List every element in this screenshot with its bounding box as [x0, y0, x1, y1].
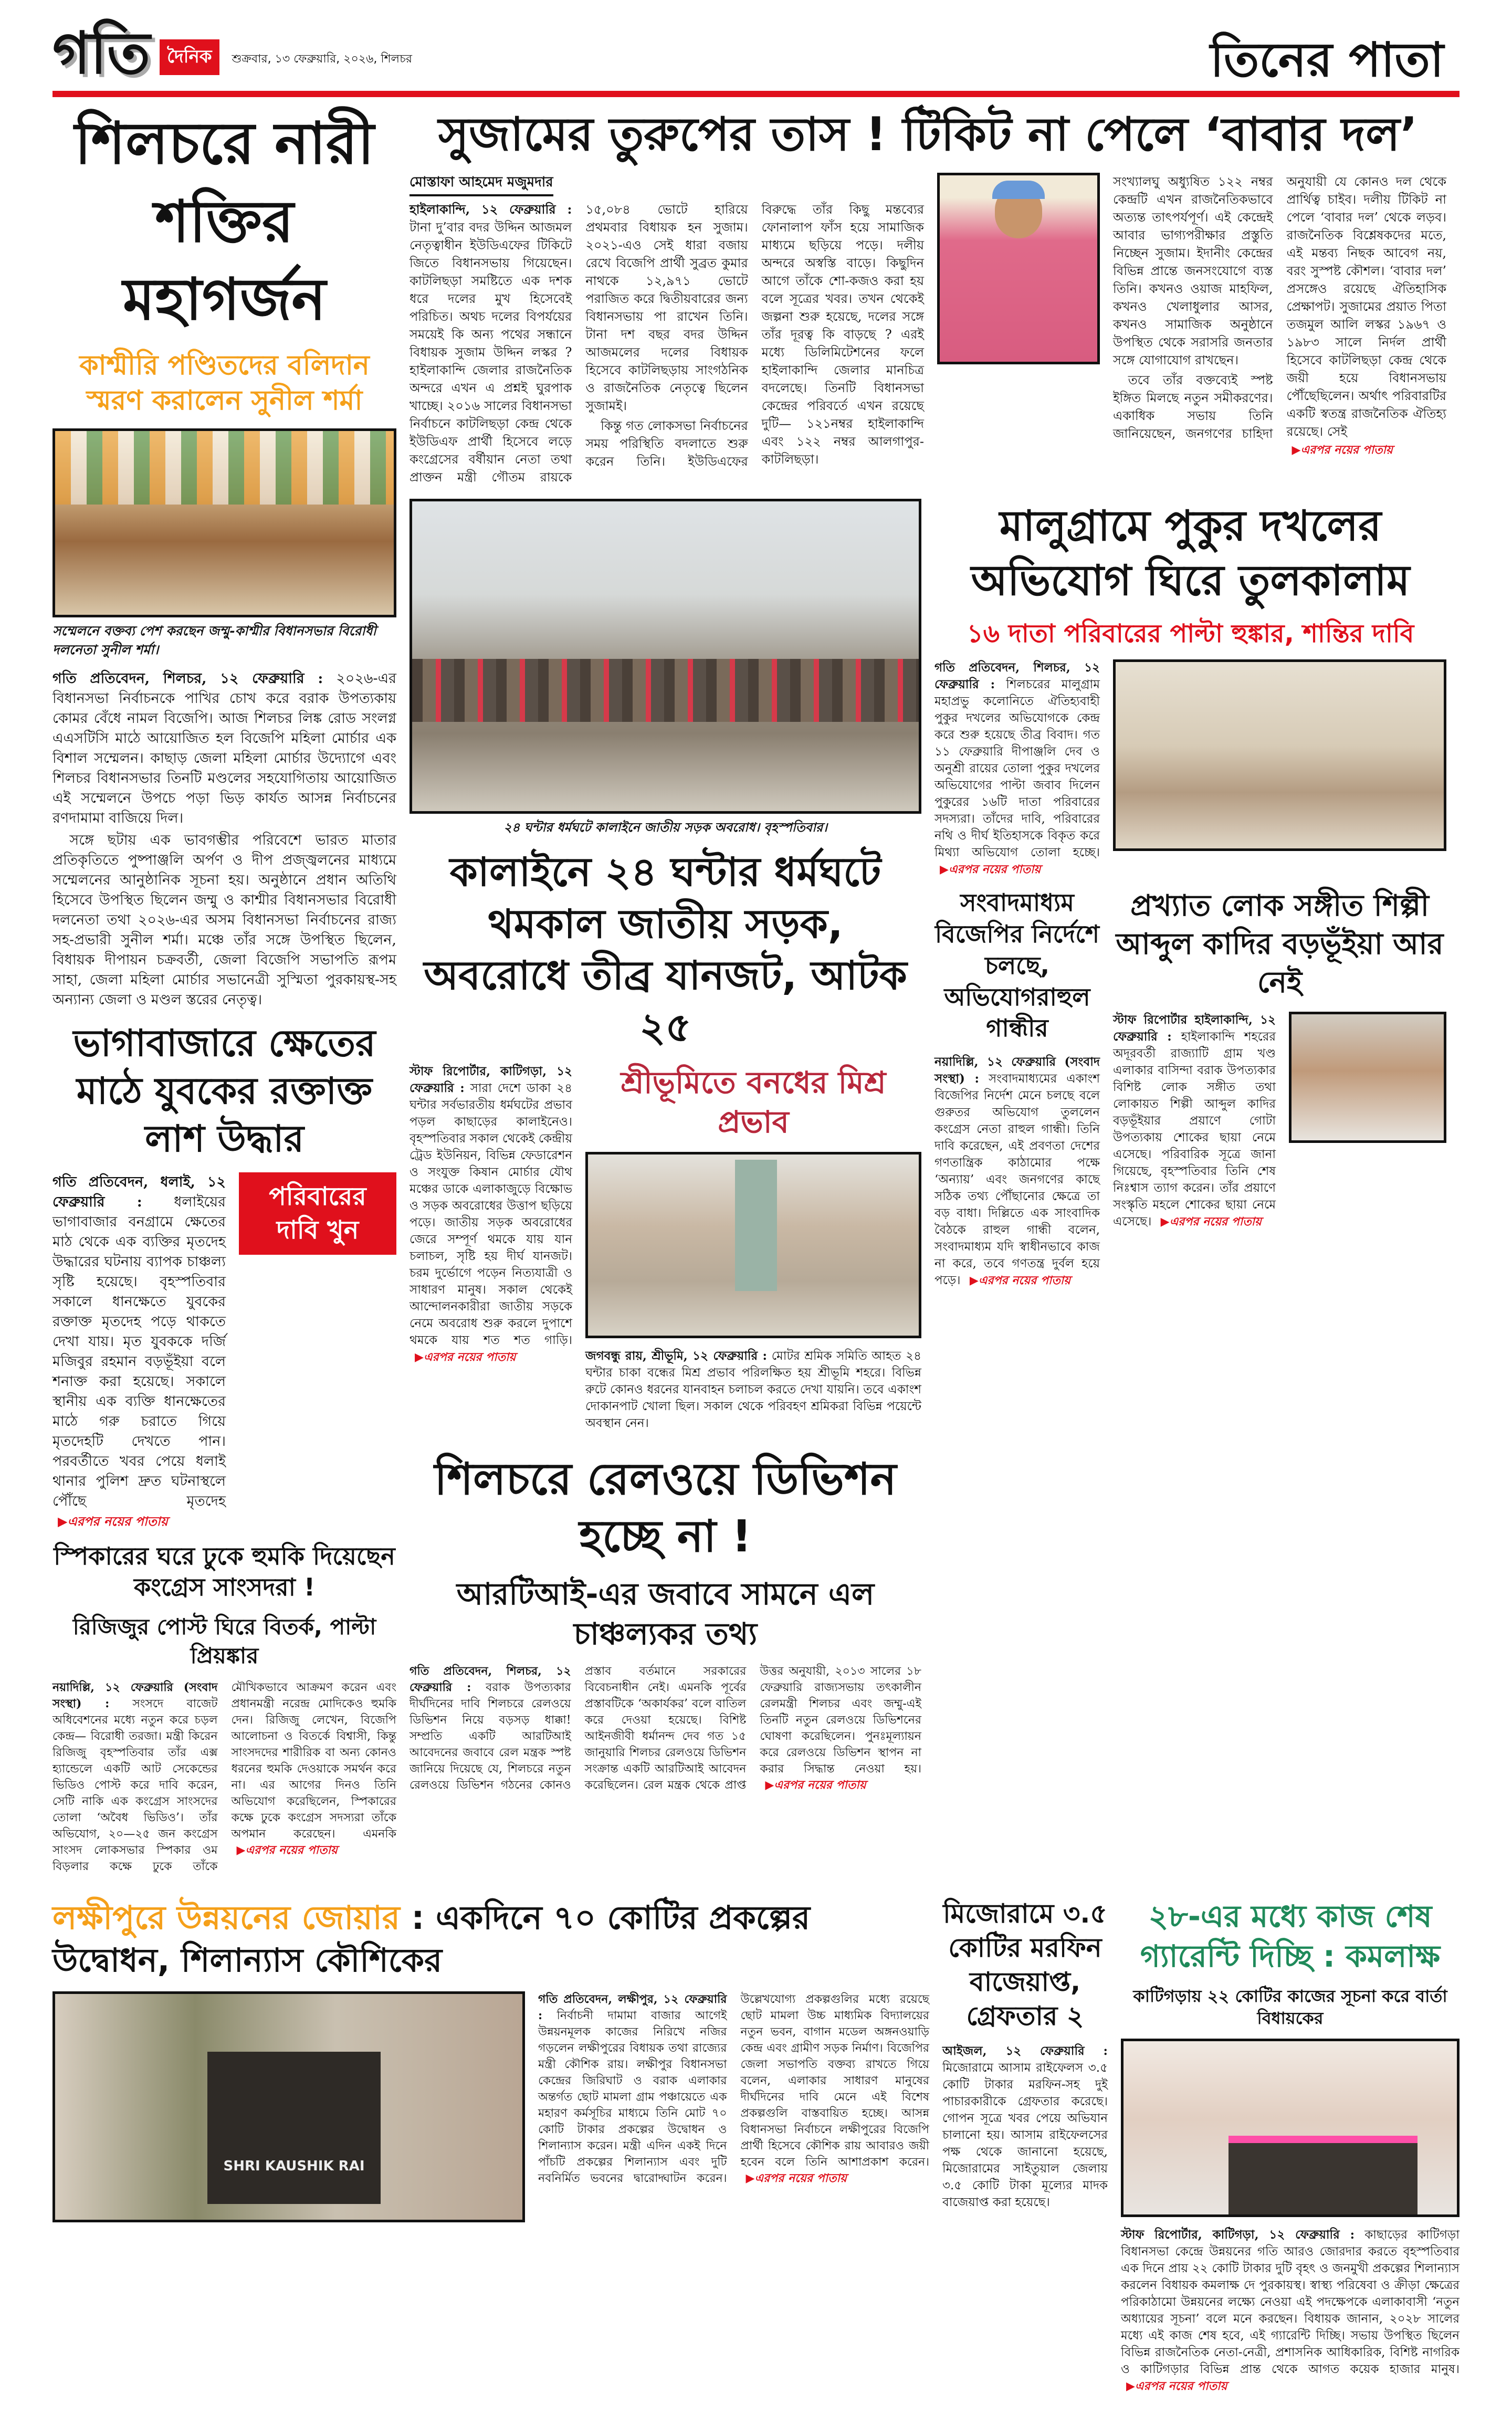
- sujam-body-right: [1113, 173, 1446, 459]
- paragraph: সঙ্গে ছটায় এক ভাবগম্ভীর পরিবেশে ভারত মাতার প্রতিকৃতিতে পুষ্পাঞ্জলি অর্পণ ও দীপ প্রজ্জ্বলনের মাধ্যমে সম্মেলনের আনুষ্ঠানিক সূচনা হয়। অনুষ্ঠানে প্রধান অতিথি হিসেবে উপস্থিত ছিলেন জম্মু ও কাশ্মীর বিধানসভার বিরোধী দলনেতা তথা ২০২৬-এর অসম বিধানসভা নির্বাচনের রাজ্য সহ-প্রভারী সুনীল শর্মা। মঞ্চে তাঁর সঙ্গে উপস্থিত ছিলেন, বিধায়ক দীপায়ন চক্রবর্তী, জেলা বিজেপি সভাপতি রূপম সাহা, জেলা মহিলা মোর্চার সভানেত্রী সুস্মিতা পুরকায়স্থ-সহ অন্যান্য জেলা ও মণ্ডল স্তরের নেতৃত্ব।: [52, 832, 396, 1008]
- mizoram-body: [942, 2043, 1108, 2211]
- kalain-sribhumi-row: [410, 1063, 921, 1441]
- kamalakhya-photo: [1121, 2039, 1460, 2217]
- paragraph: শিলচরের মালুগ্রাম মহাপ্রভু কলোনিতে ঐতিহ্যবাহী পুকুর দখলের অভিযোগকে কেন্দ্র করে শুরু হয়েছে তীব্র বিবাদ। গত ১১ ফেব্রুয়ারি দীপাঞ্জলি দেব ও অনুশ্রী রায়ের তোলা পুকুর দখলের অভিযোগের পাল্টা জবাব দিলেন পুকুরের ১৬টি দাতা পরিবারের সদস্যরা। তাঁদের দাবি, পরিবারের নথি ও দীর্ঘ ইতিহাসকে বিকৃত করে মিথ্যা অভিযোগ তোলা হচ্ছে।: [934, 678, 1100, 860]
- continuation-link[interactable]: ▶এরপর নয়ের পাতায়: [1292, 443, 1393, 457]
- continuation-link[interactable]: ▶এরপর নয়ের পাতায়: [940, 863, 1041, 877]
- malugram-headline: মালুগ্রামে পুকুর দখলের অভিযোগ ঘিরে তুলকালাম: [971, 501, 1410, 605]
- kalain-headline: কালাইনে ২৪ ঘন্টার ধর্মঘটে থমকাল জাতীয় সড়ক, অবরোধে তীব্র যানজট, আটক ২৫: [424, 848, 907, 1051]
- singer-body: [1113, 1012, 1276, 1230]
- paragraph: টানা দু’বার বদর উদ্দিন আজমল নেতৃত্বাধীন ইউডিএফের টিকিটে জিতে বিধানসভায় গিয়েছেন। কাটলিছড়া সমষ্টিতে এক দশক ধরে দলের মুখ হিসেবেই পরিচিত। অথচ দলের বিপর্যয়ের সময়েই কি অন্য পথের সন্ধানে বিধায়ক সুজাম উদ্দিন লস্কর ? হাইলাকান্দি জেলার রাজনৈতিক অন্দরে এখন এ প্রশ্নই ঘুরপাক খাচ্ছে। ২০১৬ সালের বিধানসভা নির্বাচনে কাটলিছড়া কেন্দ্র থেকে ইউডিএফ প্রার্থী হিসেবে লড়ে কংগ্রেসের বর্ষীয়ান নেতা তথা প্রাক্তন মন্ত্রী গৌতম রায়কে ১৫,০৮৪ ভোটে হারিয়ে প্রথমবার বিধায়ক হন সুজাম। ২০২১-এও সেই ধারা বজায় রেখে বিজেপি প্রার্থী সুব্রত কুমার নাথকে ১২,৯৭১ ভোটে পরাজিত করে দ্বিতীয়বারের জন্য বিধানসভায় পা রাখেন তিনি। টানা দশ বছর বদর উদ্দিন আজমলের দলের বিধায়ক হিসেবে কাটলিছড়ায় সাংগঠনিক ও রাজনৈতিক নেতৃত্বে ছিলেন সুজামই।: [410, 202, 748, 485]
- speaker-body: [52, 1679, 396, 1875]
- bhagabazar-content: [52, 1172, 396, 1531]
- railway-headline: শিলচরে রেলওয়ে ডিভিশন হচ্ছে না !: [434, 1453, 897, 1562]
- bhagabazar-body: [52, 1172, 226, 1531]
- malugram-content: [934, 659, 1446, 878]
- malugram-subhead: ১৬ দাতা পরিবারের পাল্টা হুঙ্কার, শান্তির দাবি: [967, 618, 1414, 648]
- railway-subhead: আরটিআই-এর জবাবে সামনে এল চাঞ্চল্যকর তথ্য: [456, 1576, 875, 1652]
- singer-content: [1113, 1012, 1446, 1230]
- dateline: জগবন্ধু রায়, শ্রীভূমি, ১২ ফেব্রুয়ারি :: [585, 1348, 767, 1363]
- continuation-link[interactable]: ▶এরপর নয়ের পাতায়: [236, 1843, 338, 1857]
- rahul-singer-row: [934, 887, 1446, 1298]
- main-row: [52, 104, 1460, 1884]
- paragraph: মোটর শ্রমিক সমিতি আহত ২৪ ঘন্টার চাকা বন্ধের মিশ্র প্রভাব পরিলক্ষিত হয় শ্রীভূমি শহরে। বিভিন্ন রুটে কোনও ধরনের যানবাহন চলাচল করতে দেখা যায়নি। তবে একাংশ দোকানপাট খোলা ছিল। সকাল থেকে পরিবহণ শ্রমিকরা বিভিন্ন পয়েন্টে অবস্থান নেন।: [585, 1349, 922, 1430]
- singer-headline: প্রখ্যাত লোক সঙ্গীত শিল্পী আব্দুল কাদির বড়ভূঁইয়া আর নেই: [1116, 889, 1444, 1000]
- speaker-subhead: রিজিজুর পোস্ট ঘিরে বিতর্ক, পাল্টা প্রিয়ঙ্কার: [72, 1614, 376, 1668]
- lakhipur-headline-accent: লক্ষীপুরে উন্নয়নের জোয়ার: [52, 1898, 400, 1937]
- sribhumi-photo: [585, 1152, 921, 1338]
- speaker-headline: স্পিকারের ঘরে ঢুকে হুমকি দিয়েছেন কংগ্রেস সাংসদরা !: [54, 1541, 395, 1602]
- dateline: হাইলাকান্দি, ১২ ফেব্রুয়ারি :: [410, 201, 572, 217]
- paragraph: হাইলাকান্দি শহরের অদূরবর্তী রাজ্যাটি গ্রাম খণ্ড এলাকার বাসিন্দা বরাক উপত্যকার বিশিষ্ট লোক সঙ্গীত তথা লোকায়ত শিল্পী আব্দুল কাদির বড়ভূঁইয়ার প্রয়াণে গোটা উপত্যকায় শোকের ছায়া নেমে এসেছে। পরিবারিক সূত্রে জানা গিয়েছে, বৃহস্পতিবার তিনি শেষ নিঃশ্বাস ত্যাগ করেন। তাঁর প্রয়াণে সংস্কৃতি মহলে শোকের ছায়া নেমে এসেছে।: [1113, 1030, 1276, 1229]
- lakhipur-content: [52, 1991, 929, 2222]
- dateline: স্টাফ রিপোর্টার, কাটিগড়া, ১২ ফেব্রুয়ারি :: [410, 1064, 572, 1095]
- lakhipur-body: [538, 1991, 929, 2187]
- dateline: গতি প্রতিবেদন, শিলচর, ১২ ফেব্রুয়ারি :: [934, 660, 1100, 692]
- bhagabazar-headline: ভাগাবাজারে ক্ষেতের মাঠে যুবকের রক্তাক্ত লাশ উদ্ধার: [73, 1021, 376, 1160]
- bhagabazar-box: পরিবারের দাবি খুন: [239, 1172, 396, 1255]
- dateline: স্টাফ রিপোর্টার হাইলাকান্দি, ১২ ফেব্রুয়ারি :: [1113, 1012, 1276, 1044]
- paragraph: বরাক উপত্যকার দীর্ঘদিনের দাবি শিলচরে রেলওয়ে ডিভিশন নিয়ে বড়সড় ধাক্কা! সম্প্রতি একটি আরটিআই আবেদনের জবাবে রেল মন্ত্রক স্পষ্ট জানিয়ে দিয়েছে যে, শিলচরে নতুন রেলওয়ে ডিভিশন গঠনের কোনও প্রস্তাব বর্তমানে সরকারের বিবেচনাধীন নেই। এমনকি পূর্বের প্রস্তাবটিকে ‘অকার্যকর’ বলে বাতিল করে দেওয়া হয়েছে। বিশিষ্ট আইনজীবী ধর্মানন্দ দেব গত ১৫ জানুয়ারি শিলচর রেলওয়ে ডিভিশন সংক্রান্ত একটি আরটিআই আবেদন করেছিলেন। রেল মন্ত্রক থেকে প্রাপ্ত উত্তর অনুযায়ী, ২০১৩ সালের ১৮ ফেব্রুয়ারি রাজ্যসভায় তৎকালীন রেলমন্ত্রী শিলচর এবং জম্মু-এই তিনটি নতুন রেলওয়ে ডিভিশনের ঘোষণা করেছিলেন। পুনঃমূল্যায়ন করে রেলওয়ে ডিভিশন স্থাপন না করার সিদ্ধান্ত নেওয়া হয়।: [410, 1664, 921, 1792]
- newspaper-logo: গতি: [52, 19, 151, 87]
- continuation-link[interactable]: ▶এরপর নয়ের পাতায়: [1160, 1214, 1262, 1229]
- right-area: [410, 104, 1446, 1803]
- center-column: [410, 499, 921, 1803]
- mizoram-headline: মিজোরামে ৩.৫ কোটির মরফিন বাজেয়াপ্ত, গ্রেফতার ২: [943, 1898, 1107, 2032]
- singer-article: [1113, 887, 1446, 1239]
- sribhumi-body: [585, 1348, 921, 1432]
- sujam-photo: [937, 173, 1100, 364]
- continuation-link[interactable]: ▶এরপর নয়ের পাতায়: [415, 1350, 516, 1364]
- paragraph: সংসদে বাজেট অধিবেশনের মধ্যে নতুন করে চড়ল কেন্দ্র— বিরোধী তরজা। মন্ত্রী কিরেন রিজিজু বৃহস্পতিবার তাঁর এক্স হ্যান্ডেলে একটি আট সেকেন্ডের ভিডিও পোস্ট করে দাবি করেন, সেটি নাকি এক কংগ্রেস সাংসদের তোলা ‘অবৈধ ভিডিও’। তাঁর অভিযোগ, ২০—২৫ জন কংগ্রেস সাংসদ লোকসভার স্পিকার ওম বিড়লার কক্ষে ঢুকে তাঁকে মৌখিকভাবে আক্রমণ করেন এবং প্রধানমন্ত্রী নরেন্দ্র মোদিকেও হুমকি দেন। রিজিজু লেখেন, বিজেপি আলোচনা ও বিতর্কে বিশ্বাসী, কিন্তু সাংসদদের শারীরিক বা অন্য কোনও ধরনের হুমকি দেওয়াকে সমর্থন করে না। এর আগের দিনও তিনি অভিযোগ করেছিলেন, স্পিকারের কক্ষে ঢুকে কংগ্রেস সদস্যরা তাঁকে অপমান করেছেন। এমনকি: [52, 1681, 396, 1874]
- masthead: [52, 0, 1460, 97]
- left-column: [52, 104, 396, 1884]
- kamalakhya-subhead: কাটিগড়ায় ২২ কোটির কাজের সূচনা করে বার্তা বিধায়কের: [1133, 1986, 1447, 2028]
- nari-photo: [52, 428, 396, 617]
- sujam-headline: সুজামের তুরুপের তাস ! টিকিট না পেলে ‘বাবার দল’: [438, 107, 1418, 161]
- nari-body: [52, 669, 396, 1010]
- singer-photo: [1289, 1012, 1446, 1143]
- dateline: গতি প্রতিবেদন, ধলাই, ১২ ফেব্রুয়ারি :: [52, 1173, 226, 1210]
- continuation-link[interactable]: ▶এরপর নয়ের পাতায়: [746, 2171, 847, 2185]
- sribhumi-subhead: শ্রীভূমিতে বনধের মিশ্র প্রভাব: [621, 1064, 886, 1140]
- kalain-caption: ২৪ ঘন্টার ধর্মঘটে কালাইনে জাতীয় সড়ক অবরোধ। বৃহস্পতিবার।: [503, 819, 827, 835]
- sujam-body: [410, 201, 924, 486]
- paragraph: সারা দেশে ডাকা ২৪ ঘন্টার সর্বভারতীয় ধর্মঘটের প্রভাব পড়ল কাছাড়ের কালাইনেও। বৃহস্পতিবার সকাল থেকেই কেন্দ্রীয় ট্রেড ইউনিয়ন, বিভিন্ন ফেডারেশন ও সংযুক্ত কিষান মোর্চার যৌথ মঞ্চের ডাকে এলাকাজুড়ে বিক্ষোভ ও সড়ক অবরোধের উত্তাপ ছড়িয়ে পড়ে। জাতীয় সড়ক অবরোধের জেরে সম্পূর্ণ থমকে যায় যান চলাচল, সৃষ্টি হয় দীর্ঘ যানজট। চরম দুর্ভোগে পড়েন নিত্যযাত্রী ও সাধারণ মানুষ। সকাল থেকেই আন্দোলনকারীরা জাতীয় সড়কে নেমে অবরোধ শুরু করলে দুপাশে থমকে যায় শত শত গাড়ি।: [410, 1081, 573, 1347]
- sujam-byline: মোস্তাফা আহমেদ মজুমদার: [410, 173, 553, 196]
- dateline: স্টাফ রিপোর্টার, কাটিগড়া, ১২ ফেব্রুয়ারি :: [1121, 2228, 1355, 2242]
- nari-subhead: কাশ্মীরি পণ্ডিতদের বলিদান স্মরণ করালেন সুনীল শর্মা: [79, 349, 370, 417]
- paragraph: সংখ্যালঘু অধ্যুষিত ১২২ নম্বর কেন্দ্রটি এখন রাজনৈতিকভাবে অত্যন্ত তাৎপর্যপূর্ণ। এই কেন্দ্রেই আবার ভাগ্যপরীক্ষার প্রস্তুতি নিচ্ছেন সুজাম। ইদানীং কেন্দ্রের বিভিন্ন প্রান্তে জনসংযোগে ব্যস্ত তিনি। কখনও ওয়াজ মাহফিল, কখনও খেলাধুলার আসর, কখনও সামাজিক অনুষ্ঠানে উপস্থিত থেকে সরাসরি জনতার সঙ্গে যোগাযোগ রাখছেন।: [1113, 174, 1273, 368]
- paragraph: নির্বাচনী দামামা বাজার আগেই উন্নয়নমূলক কাজের নিরিখে নজির গড়লেন লক্ষীপুরের বিধায়ক তথা রাজ্যের মন্ত্রী কৌশিক রায়। লক্ষীপুর বিধানসভা কেন্দ্রের জিরিঘাট ও বরাক এলাকার অন্তর্গত ছোট মামলা গ্রাম পঞ্চায়েতে এক মহারণ কর্মসূচির মাধ্যমে তিনি মোট ৭০ কোটি টাকার প্রকল্পের উদ্বোধন ও শিলান্যাস করেন। মন্ত্রী এদিন একই দিনে পাঁচটি প্রকল্পের শিলান্যাস এবং দুটি নবনির্মিত ভবনের দ্বারোদ্ঘাটন করেন। উল্লেখযোগ্য প্রকল্পগুলির মধ্যে রয়েছে ছোট মামলা উচ্চ মাধ্যমিক বিদ্যালয়ের নতুন ভবন, বাগান মডেল অঙ্গনওয়াড়ি কেন্দ্র এবং গ্রামীণ সড়ক নির্মাণ। বিজেপির জেলা সভাপতি বক্তব্য রাখতে গিয়ে বলেন, এলাকার সাধারণ মানুষের দীর্ঘদিনের দাবি মেনে এই বিশেষ প্রকল্পগুলি বাস্তবায়িত হচ্ছে। আসন্ন বিধানসভা নির্বাচনে লক্ষীপুরের বিজেপি প্রার্থী হিসেবে কৌশিক রায় আবারও জয়ী হবেন বলে তিনি আশাপ্রকাশ করেন।: [538, 1992, 929, 2185]
- continuation-link[interactable]: ▶এরপর নয়ের পাতায়: [969, 1274, 1071, 1288]
- sujam-block: [410, 173, 1446, 486]
- dateline: নয়াদিল্লি, ১২ ফেব্রুয়ারি (সংবাদ সংস্থা) :: [52, 1681, 218, 1711]
- kamalakhya-headline: ২৮-এর মধ্যে কাজ শেষ গ্যারেন্টি দিচ্ছি : কমলাক্ষ: [1140, 1898, 1441, 1974]
- continuation-link[interactable]: ▶এরপর নয়ের পাতায়: [1126, 2379, 1227, 2393]
- malugram-body: [934, 659, 1100, 878]
- kamalakhya-body: [1121, 2227, 1460, 2395]
- rahul-headline: সংবাদমাধ্যম বিজেপির নির্দেশে চলছে, অভিযোগরাহুল গান্ধীর: [934, 888, 1100, 1043]
- dateline: গতি প্রতিবেদন, শিলচর, ১২ ফেব্রুয়ারি :: [410, 1664, 571, 1694]
- malugram-photo: [1113, 659, 1446, 851]
- plaque-text: SHRI KAUSHIK RAI: [207, 2052, 381, 2204]
- nari-caption: সম্মেলনে বক্তব্য পেশ করছেন জম্মু-কাশ্মীর বিধানসভার বিরোধী দলনেতা সুনীল শর্মা।: [52, 623, 376, 657]
- paragraph: ধলাইয়ের ভাগাবাজার বনগ্রামে ক্ষেতের মাঠ থেকে এক ব্যক্তির মৃতদেহ উদ্ধারের ঘটনায় ব্যাপক চাঞ্চল্য সৃষ্টি হয়েছে। বৃহস্পতিবার সকালে ধানক্ষেতে যুবকের রক্তাক্ত মৃতদেহ পড়ে থাকতে দেখা যায়। মৃত যুবককে দর্জি মজিবুর রহমান বড়ভূঁইয়া বলে শনাক্ত করা হয়েছে। সকালে স্থানীয় এক ব্যক্তি ধানক্ষেতের মাঠে গরু চরাতে গিয়ে মৃতদেহটি দেখতে পান। পরবর্তীতে খবর পেয়ে ধলাই থানার পুলিশ দ্রুত ঘটনাস্থলে পৌঁছে মৃতদেহ: [52, 1193, 226, 1509]
- dateline: নয়াদিল্লি, ১২ ফেব্রুয়ারি (সংবাদ সংস্থা) :: [934, 1055, 1100, 1086]
- continuation-link[interactable]: ▶এরপর নয়ের পাতায়: [765, 1778, 866, 1792]
- kamalakhya-article: [1121, 1897, 1460, 2404]
- paragraph: কাছাড়ের কাটিগড়া বিধানসভা কেন্দ্রে উন্নয়নের গতি আরও জোরদার করতে বৃহস্পতিবার এক দিনে প্রায় ২২ কোটি টাকার দুটি বৃহৎ ও জনমুখী প্রকল্পের শিলান্যাস করলেন বিধায়ক কমলাক্ষ দে পুরকায়স্থ। স্বাস্থ্য পরিষেবা ও ক্রীড়া ক্ষেত্রের পরিকাঠামো উন্নয়নের লক্ষ্যে নেওয়া এই পদক্ষেপকে এলাকাবাসী ‘নতুন অধ্যায়ের সূচনা’ বলে মনে করছেন। বিধায়ক জানান, ২০২৮ সালের মধ্যে এই কাজ শেষ হবে, এই গ্যারেন্টি দিচ্ছি। সভায় উপস্থিত ছিলেন বিভিন্ন রাজনৈতিক নেতা-নেত্রী, প্রশাসনিক আধিকারিক, বিশিষ্ট নাগরিক ও কাটিগড়ার বিভিন্ন প্রান্ত থেকে আগত কয়েক হাজার মানুষ।: [1121, 2228, 1460, 2377]
- paragraph: তবে তাঁর বক্তব্যেই স্পষ্ট ইঙ্গিত মিলছে নতুন সমীকরণের। একাধিক সভায় তিনি জানিয়েছেন, জনগণের চাহিদা অনুযায়ী যে কোনও দল থেকে প্রার্থিত্ব চাইব। দলীয় টিকিট না পেলে ‘বাবার দল’ থেকে লড়ব। রাজনৈতিক বিশ্লেষকদের মতে, এই মন্তব্য নিছক আবেগ নয়, বরং সুস্পষ্ট কৌশল। ‘বাবার দল’ প্রসঙ্গেও রয়েছে ঐতিহাসিক প্রেক্ষাপট। সুজামের প্রয়াত পিতা তজমুল আলি লস্কর ১৯৬৭ ও ১৯৮৩ সালে নির্দল প্রার্থী হিসেবে কাটলিছড়া কেন্দ্র থেকে জয়ী হয়ে বিধানসভায় পৌঁছেছিলেন। অর্থাৎ পরিবারটির একটি স্বতন্ত্র রাজনৈতিক ঐতিহ্য রয়েছে। সেই: [1113, 174, 1446, 442]
- rahul-article: [934, 887, 1100, 1298]
- dateline: গতি প্রতিবেদন, শিলচর, ১২ ফেব্রুয়ারি :: [52, 670, 323, 687]
- paragraph: কিন্তু গত লোকসভা নির্বাচনের সময় পরিস্থিতি বদলাতে শুরু করেন তিনি। ইউডিএফের বিরুদ্ধে তাঁর কিছু মন্তব্যের ফোনালাপ ফাঁস হয়ে সামাজিক মাধ্যমে ছড়িয়ে পড়ে। দলীয় অন্দরে অস্বস্তি বাড়ে। কিছুদিন আগে তাঁকে শো-কজও করা হয় বলে সূত্রের খবর। তখন থেকেই জল্পনা শুরু হয়েছে, দলের সঙ্গে তাঁর দূরত্ব কি বাড়ছে ? এরই মধ্যে ডিলিমিটেশনের ফলে হাইলাকান্দি জেলার মানচিত্র বদলেছে। তিনটি বিধানসভা কেন্দ্রের পরিবর্তে এখন রয়েছে দুটি— ১২১নম্বর হাইলাকান্দি এবং ১২২ নম্বর আলগাপুর-কাটলিছড়া।: [585, 202, 924, 469]
- mizoram-article: [942, 1897, 1108, 2220]
- middle-columns: [410, 499, 1446, 1803]
- paragraph: মিজোরামে আসাম রাইফেলস ৩.৫ কোটি টাকার মরফিন-সহ দুই পাচারকারীকে গ্রেফতার করেছে। গোপন সূত্রে খবর পেয়ে অভিযান চালানো হয়। আসাম রাইফেলসের পক্ষ থেকে জানানো হয়েছে, মিজোরামের সাইতুয়াল জেলায় ৩.৫ কোটি টাকা মূল্যের মাদক বাজেয়াপ্ত করা হয়েছে।: [942, 2061, 1108, 2210]
- right-column: [934, 499, 1446, 1308]
- sribhumi-article: [585, 1063, 921, 1441]
- railway-body: [410, 1663, 921, 1793]
- lakhipur-headline-rest: : একদিনে ৭০ কোটির প্রকল্পের উদ্বোধন, শিলান্যাস কৌশিকের: [52, 1898, 811, 1980]
- kalain-body: [410, 1063, 572, 1366]
- lakhipur-article: [52, 1897, 929, 2231]
- page-title: তিনের পাতা: [1210, 33, 1444, 88]
- paragraph: সংবাদমাধ্যমের একাংশ বিজেপির নির্দেশ মেনে চলছে বলে গুরুতর অভিযোগ তুললেন কংগ্রেস নেতা রাহুল গান্ধী। তিনি দাবি করেছেন, এই প্রবণতা দেশের গণতান্ত্রিক কাঠামোর পক্ষে ‘অন্যায়’ এবং জনগণের কাছে সঠিক তথ্য পৌঁছানোর ক্ষেত্রে তা বড় বাধা। দিল্লিতে এক সাংবাদিক বৈঠকে রাহুল গান্ধী বলেন, সংবাদমাধ্যম যদি স্বাধীনভাবে কাজ না করে, তবে গণতন্ত্র দুর্বল হয়ে পড়ে।: [934, 1072, 1100, 1288]
- dateline: গতি প্রতিবেদন, লক্ষীপুর, ১২ ফেব্রুয়ারি :: [538, 1992, 727, 2022]
- logo-badge: দৈনিক: [160, 39, 219, 75]
- date-line: শুক্রবার, ১৩ ফেব্রুয়ারি, ২০২৬, শিলচর: [232, 53, 413, 66]
- continuation-link[interactable]: ▶এরপর নয়ের পাতায়: [58, 1513, 168, 1529]
- nari-headline: শিলচরে নারী শক্তির মহাগর্জন: [75, 110, 374, 333]
- lakhipur-headline: [52, 1897, 929, 1981]
- kalain-photo: [410, 499, 921, 814]
- rahul-body: [934, 1054, 1100, 1289]
- lakhipur-photo: [52, 1991, 525, 2222]
- dateline: আইজল, ১২ ফেব্রুয়ারি :: [942, 2044, 1108, 2059]
- paragraph: ২০২৬-এর বিধানসভা নির্বাচনকে পাখির চোখ করে বরাক উপত্যকায় কোমর বেঁধে নামল বিজেপি। আজ শিলচর লিঙ্ক রোড সংলগ্ন এএসটিসি মাঠে আয়োজিত হল বিজেপি মহিলা মোর্চার এক বিশাল সম্মেলন। কাছাড় জেলা মহিলা মোর্চার উদ্যোগে এবং শিলচর বিধানসভার তিনটি মণ্ডলের সহযোগিতায় আয়োজিত এই সম্মেলনে উপচে পড়া ভিড় কার্যত আসন্ন নির্বাচনের রণদামামা বাজিয়ে দিল।: [52, 670, 396, 826]
- bottom-row: [52, 1897, 1460, 2404]
